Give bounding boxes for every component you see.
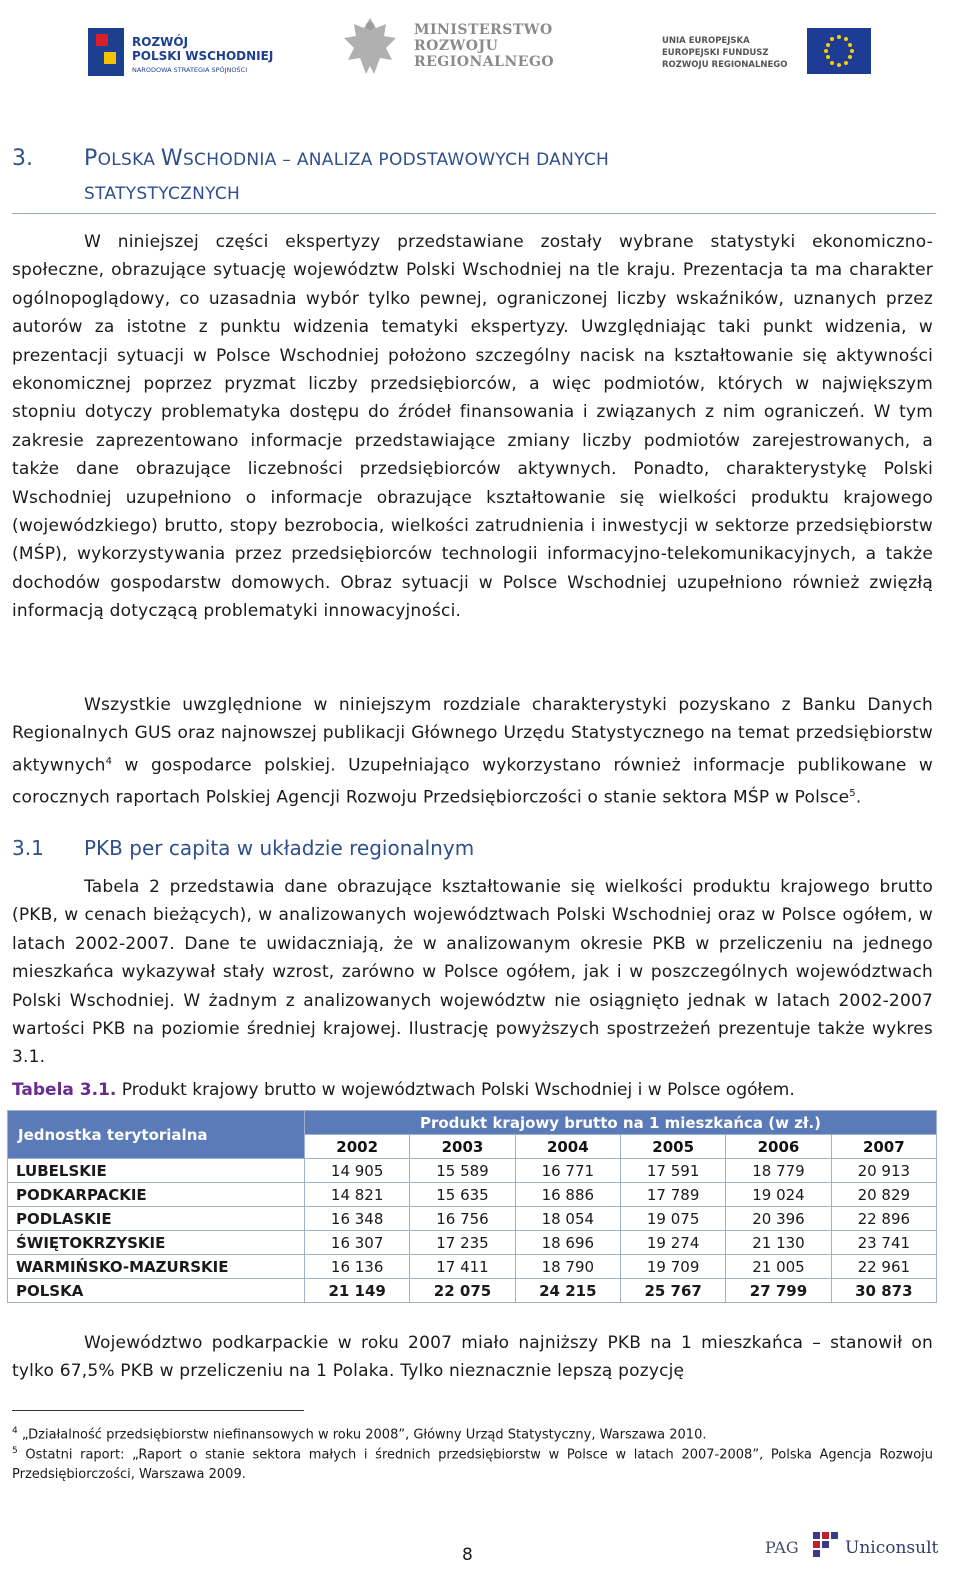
table-cell: 24 215 [515,1279,620,1303]
page-number: 8 [462,1545,473,1565]
table-cell: 19 024 [726,1183,831,1207]
table-cell: 22 896 [831,1207,936,1231]
region-name: POLSKA [8,1279,305,1303]
pkb-paragraph: Tabela 2 przedstawia dane obrazujące kształtowanie się wielkości produktu krajowego brutto (PKB, w cenach bieżących), w analizowanych województwach Polski Wschodniej oraz w Polsce ogółem, w latach 2002-2007. Dane te uwidaczniają, że w analizowanym okresie PKB w przeliczeniu na jednego mieszkańca wykazywał stały wzrost, zarówno w Polsce ogółem, jak i w poszczególnych województwach Polski Wschodniej. W żadnym z analizowanych województw nie osiągnięto jednak w latach 2002-2007 wartości PKB na poziomie średniej krajowej. Ilustrację powyższych spostrzeżeń prezentuje także wykres 3.1. [12,877,933,1068]
table-cell: 16 886 [515,1183,620,1207]
table-cell: 25 767 [620,1279,725,1303]
chapter-title-line1: POLSKA WSCHODNIA – ANALIZA PODSTAWOWYCH DANYCH [84,146,610,171]
table-cell: 17 235 [410,1231,515,1255]
chapter-number: 3. [12,146,33,171]
heading-divider [12,213,936,214]
section-number: 3.1 [12,836,44,860]
table-cell: 15 635 [410,1183,515,1207]
col-header-unit: Jednostka terytorialna [8,1111,305,1159]
footnote-4: $^4$ „Działalność przedsiębiorstw niefinansowych w roku 2008”, Główny Urząd Statystyczny, Warszawa 2010. [12,1426,707,1443]
table-cell: 18 779 [726,1159,831,1183]
table-cell: 20 913 [831,1159,936,1183]
eu-flag-icon [807,28,871,74]
logo-center-line3: REGIONALNEGO [414,54,555,70]
rozwoj-polski-wschodniej-logo [88,24,288,82]
table-cell: 16 756 [410,1207,515,1231]
table-row [8,1183,937,1207]
table-cell: 27 799 [726,1279,831,1303]
table-cell: 21 130 [726,1231,831,1255]
logo-right-line1: UNIA EUROPEJSKA [662,36,750,46]
footnote-5: $^5$ Ostatni raport: „Raport o stanie sektora małych i średnich przedsiębiorstw w Polsce w latach 2007-2008”, Polska Agencja Rozwoju Przedsiębiorczości, Warszawa 2009. [12,1446,933,1483]
logo-right-line3: ROZWOJU REGIONALNEGO [662,60,788,70]
table-cell: 16 348 [305,1207,410,1231]
table-cell: 17 591 [620,1159,725,1183]
sources-paragraph: Wszystkie uwzględnione w niniejszym rozdziale charakterystyki pozyskano z Banku Danych Regionalnych GUS oraz najnowszej publikacji Głównego Urzędu Statystycznego na temat przedsiębiorstw aktywnych$^4$ w gospodarce polskiej. Uzupełniająco wykorzystano również informacje publikowane w corocznych raportach Polskiej Agencji Rozwoju Przedsiębiorczości o stanie sektora MŚP w Polsce$^5$. [12,695,933,808]
table-cell: 18 054 [515,1207,620,1231]
logo-center-line1: MINISTERSTWO [414,22,553,38]
table-cell: 14 905 [305,1159,410,1183]
table-cell: 21 149 [305,1279,410,1303]
footer-logo-uniconsult: Uniconsult [845,1538,939,1558]
header-logos [0,0,960,110]
table-cell: 19 274 [620,1231,725,1255]
footer-logo-pag: PAG [765,1538,799,1557]
closing-paragraph: Województwo podkarpackie w roku 2007 miało najniższy PKB na 1 mieszkańca – stanowił on tylko 67,5% PKB w przeliczeniu na 1 Polaka. Tylko nieznacznie lepszą pozycję [12,1333,933,1382]
table-row [8,1231,937,1255]
table-cell: 30 873 [831,1279,936,1303]
year-header: 2004 [515,1135,620,1159]
table-cell: 16 771 [515,1159,620,1183]
col-header-group: Produkt krajowy brutto na 1 mieszkańca (w zł.) [305,1111,937,1135]
table-row [8,1255,937,1279]
table-cell: 16 136 [305,1255,410,1279]
table-cell: 18 696 [515,1231,620,1255]
table-caption [12,1080,795,1100]
table-caption-text: Produkt krajowy brutto w województwach Polski Wschodniej i w Polsce ogółem. [116,1080,795,1100]
year-header: 2006 [726,1135,831,1159]
eagle-emblem-icon [340,14,400,78]
table-cell: 22 961 [831,1255,936,1279]
chapter-title-line2: STATYSTYCZNYCH [84,184,241,204]
table-row-total [8,1279,937,1303]
unia-europejska-logo [632,26,882,86]
region-name: ŚWIĘTOKRZYSKIE [8,1231,305,1255]
table-cell: 20 829 [831,1183,936,1207]
pag-uniconsult-logo [765,1528,939,1568]
year-header: 2002 [305,1135,410,1159]
footnote-ref-5[interactable]: 5 [849,787,856,799]
table-cell: 18 790 [515,1255,620,1279]
table-cell: 15 589 [410,1159,515,1183]
table-cell: 17 411 [410,1255,515,1279]
table-cell: 19 709 [620,1255,725,1279]
region-name: WARMIŃSKO-MAZURSKIE [8,1255,305,1279]
table-cell: 22 075 [410,1279,515,1303]
table-cell: 23 741 [831,1231,936,1255]
logo-left-line1: ROZWÓJ [132,35,189,49]
year-header: 2003 [410,1135,515,1159]
region-name: PODKARPACKIE [8,1183,305,1207]
region-name: LUBELSKIE [8,1159,305,1183]
region-name: PODLASKIE [8,1207,305,1231]
year-header: 2007 [831,1135,936,1159]
table-caption-label: Tabela 3.1. [12,1080,117,1100]
table-cell: 16 307 [305,1231,410,1255]
ministerstwo-logo [340,14,570,84]
table-cell: 20 396 [726,1207,831,1231]
year-header: 2005 [620,1135,725,1159]
logo-left-line3: NARODOWA STRATEGIA SPÓJNOŚCI [132,66,248,74]
footnote-divider [12,1410,304,1411]
nss-emblem-icon [88,28,124,76]
footnote-ref-4[interactable]: 4 [105,755,113,767]
pag-dots-icon [811,1530,841,1560]
intro-paragraph: W niniejszej części ekspertyzy przedstawiane zostały wybrane statystyki ekonomiczno-społeczne, obrazujące sytuację województw Polski Wschodniej na tle kraju. Prezentacja ta ma charakter ogólnopoglądowy, co uzasadnia wybór tylko pewnej, ograniczonej liczby wskaźników, uznanych przez autorów za istotne z punktu widzenia tematyki ekspertyzy. Uwzględniając taki punkt widzenia, w prezentacji sytuacji w Polsce Wschodniej położono szczególny nacisk na kształtowanie się aktywności ekonomicznej poprzez pryzmat liczby przedsiębiorców, a więc podmiotów, których w największym stopniu dotyczy problematyka dostępu do źródeł finansowania i związanych z nim ograniczeń. W tym zakresie zaprezentowano informacje przedstawiające zmiany liczby podmiotów zarejestrowanych, a także dane obrazujące liczebności przedsiębiorców aktywnych. Ponadto, charakterystykę Polski Wschodniej uzupełniono o informacje obrazujące kształtowanie się wielkości produktu krajowego (wojewódzkiego) brutto, stopy bezrobocia, wielkości zatrudnienia i inwestycji w sektorze przedsiębiorstw (MŚP), wykorzystywania przez przedsiębiorców technologii informacyjno-telekomunikacyjnych, a także dochodów gospodarstw domowych. Obraz sytuacji w Polsce Wschodniej uzupełniono również zwięzłą informacją dotyczącą problematyki innowacyjności. [12,232,933,622]
table-cell: 17 789 [620,1183,725,1207]
pkb-table [7,1110,937,1303]
logo-right-line2: EUROPEJSKI FUNDUSZ [662,48,769,58]
logo-left-line2: POLSKI WSCHODNIEJ [132,49,274,63]
table-cell: 19 075 [620,1207,725,1231]
table-row [8,1159,937,1183]
table-row [8,1207,937,1231]
logo-center-line2: ROZWOJU [414,38,499,54]
table-cell: 14 821 [305,1183,410,1207]
table-cell: 21 005 [726,1255,831,1279]
section-title: PKB per capita w układzie regionalnym [84,836,475,860]
